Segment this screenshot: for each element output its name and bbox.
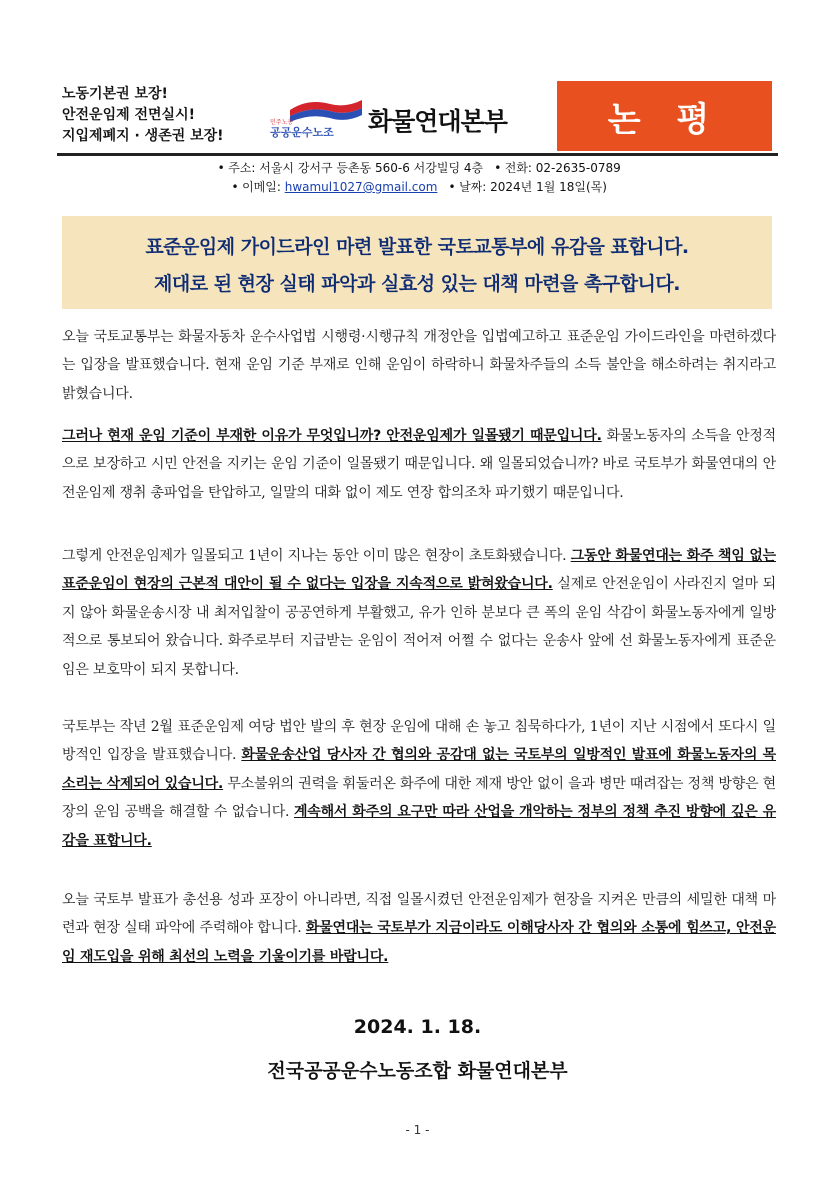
- body-paragraph-1: [62, 323, 776, 408]
- paragraph-text: 오늘 국토부 발표가 총선용 성과 포장이 아니라면, 직접 일몰시켰던 안전운임제가 현장을 지켜온 만큼의 세밀한 대책 마련과 현장 실태 파악에 주력해야 합니다.: [62, 892, 776, 937]
- date-text: 날짜: 2024년 1월 18일(목): [459, 180, 607, 194]
- bullet-icon: •: [448, 180, 456, 194]
- paragraph-text: 화물노동자의 소득을 안정적으로 보장하고 시민 안전을 지키는 운임 기준이 일몰됐기 때문입니다. 왜 일몰되었습니까? 바로 국토부가 화물연대의 안전운임제 쟁취 총파업을 탄압하고, 일말의 대화 없이 제도 연장 합의조차 파기했기 때문입니다.: [62, 428, 776, 501]
- email-link[interactable]: hwamul1027@gmail.com: [284, 180, 438, 194]
- paragraph-text: 무소불위의 권력을 휘둘러온 화주에 대한 제재 방안 없이 을과 병만 때려잡는 정책 방향은 현장의 운임 공백을 해결할 수 없습니다.: [62, 775, 776, 821]
- phone-text: 전화: 02-2635-0789: [504, 161, 621, 175]
- paragraph-text: 오늘 국토교통부는 화물자동차 운수사업법 시행령·시행규칙 개정안을 입법예고하고 표준운임 가이드라인을 마련하겠다는 입장을 발표했습니다. 현재 운임 기준 부재로 인해 운임이 하락하니 화물차주들의 소득 불안을 해소하려는 취지라고 밝혔습니다.: [62, 329, 776, 402]
- slogan-2: 안전운임제 전면실시!: [62, 107, 195, 123]
- header-divider: [57, 153, 778, 156]
- emphasis-text: 화물운송산업 당사자 간 협의와 공감대 없는 국토부의 일방적인 발표에 화물노동자의 목소리는 삭제되어 있습니다.: [62, 747, 776, 792]
- body-paragraph-3: [62, 542, 776, 684]
- address-text: 주소: 서울시 강서구 등촌동 560-6 서강빌딩 4층: [228, 161, 484, 175]
- paragraph-text: 국토부는 작년 2월 표준운임제 여당 법안 발의 후 현장 운임에 대해 손 놓고 침묵하다가, 1년이 지난 시점에서 또다시 일방적인 입장을 발표했습니다.: [62, 719, 776, 764]
- headline-line-2: 제대로 된 현장 실태 파악과 실효성 있는 대책 마련을 촉구합니다.: [154, 273, 680, 295]
- emphasis-text: 그러나 현재 운임 기준이 부재한 이유가 무엇입니까? 안전운임제가 일몰됐기 때문입니다.: [62, 428, 602, 444]
- signer-name: 전국공공운수노동조합 화물연대본부: [267, 1060, 568, 1082]
- logo-text: 공공운수노조: [270, 126, 334, 139]
- body-paragraph-4: [62, 713, 776, 855]
- page-number: - 1 -: [405, 1123, 430, 1137]
- bullet-icon: •: [217, 161, 225, 175]
- slogan-3: 지입제폐지 · 생존권 보장!: [62, 128, 224, 144]
- emphasis-text: 화물연대는 국토부가 지금이라도 이해당사자 간 협의와 소통에 힘쓰고, 안전운임 재도입을 위해 최선의 노력을 기울이기를 바랍니다.: [62, 920, 776, 965]
- paragraph-text: 그렇게 안전운임제가 일몰되고 1년이 지나는 동안 이미 많은 현장이 초토화됐습니다.: [62, 548, 571, 564]
- bullet-icon: •: [231, 180, 239, 194]
- org-name: 화물연대본부: [368, 107, 507, 136]
- topic-label: 논 평: [607, 99, 722, 140]
- slogan-1: 노동기본권 보장!: [62, 86, 168, 102]
- email-label: 이메일:: [242, 180, 281, 194]
- slogan-block: [62, 84, 252, 147]
- headline-box: [62, 216, 772, 309]
- paragraph-text: 실제로 안전운임이 사라진지 얼마 되지 않아 화물운송시장 내 최저입찰이 공공연하게 부활했고, 유가 인하 분보다 큰 폭의 운임 삭감이 화물노동자에게 일방적으로 통보되어 왔습니다. 화주로부터 지급받는 운임이 적어져 어쩔 수 없다는 운송사 앞에 선 화물노동자에게 표준운임은 보호막이 되지 못합니다.: [62, 576, 776, 678]
- emphasis-text: 그동안 화물연대는 화주 책임 없는 표준운임이 현장의 근본적 대안이 될 수 없다는 입장을 지속적으로 밝혀왔습니다.: [62, 548, 776, 593]
- emphasis-text: 계속해서 화주의 요구만 따라 산업을 개악하는 정부의 정책 추진 방향에 깊은 유감을 표합니다.: [62, 804, 777, 849]
- body-paragraph-5: [62, 886, 776, 971]
- headline-line-1: 표준운임제 가이드라인 마련 발표한 국토교통부에 유감을 표합니다.: [145, 236, 689, 258]
- bullet-icon: •: [494, 161, 502, 175]
- contact-line-1: [57, 159, 778, 176]
- union-logo: [268, 96, 364, 140]
- logo-small-text: 민주노총: [270, 119, 294, 126]
- body-paragraph-2: [62, 422, 776, 507]
- statement-date: 2024. 1. 18.: [353, 1016, 482, 1038]
- contact-line-2: [57, 178, 778, 195]
- topic-badge: [557, 81, 772, 151]
